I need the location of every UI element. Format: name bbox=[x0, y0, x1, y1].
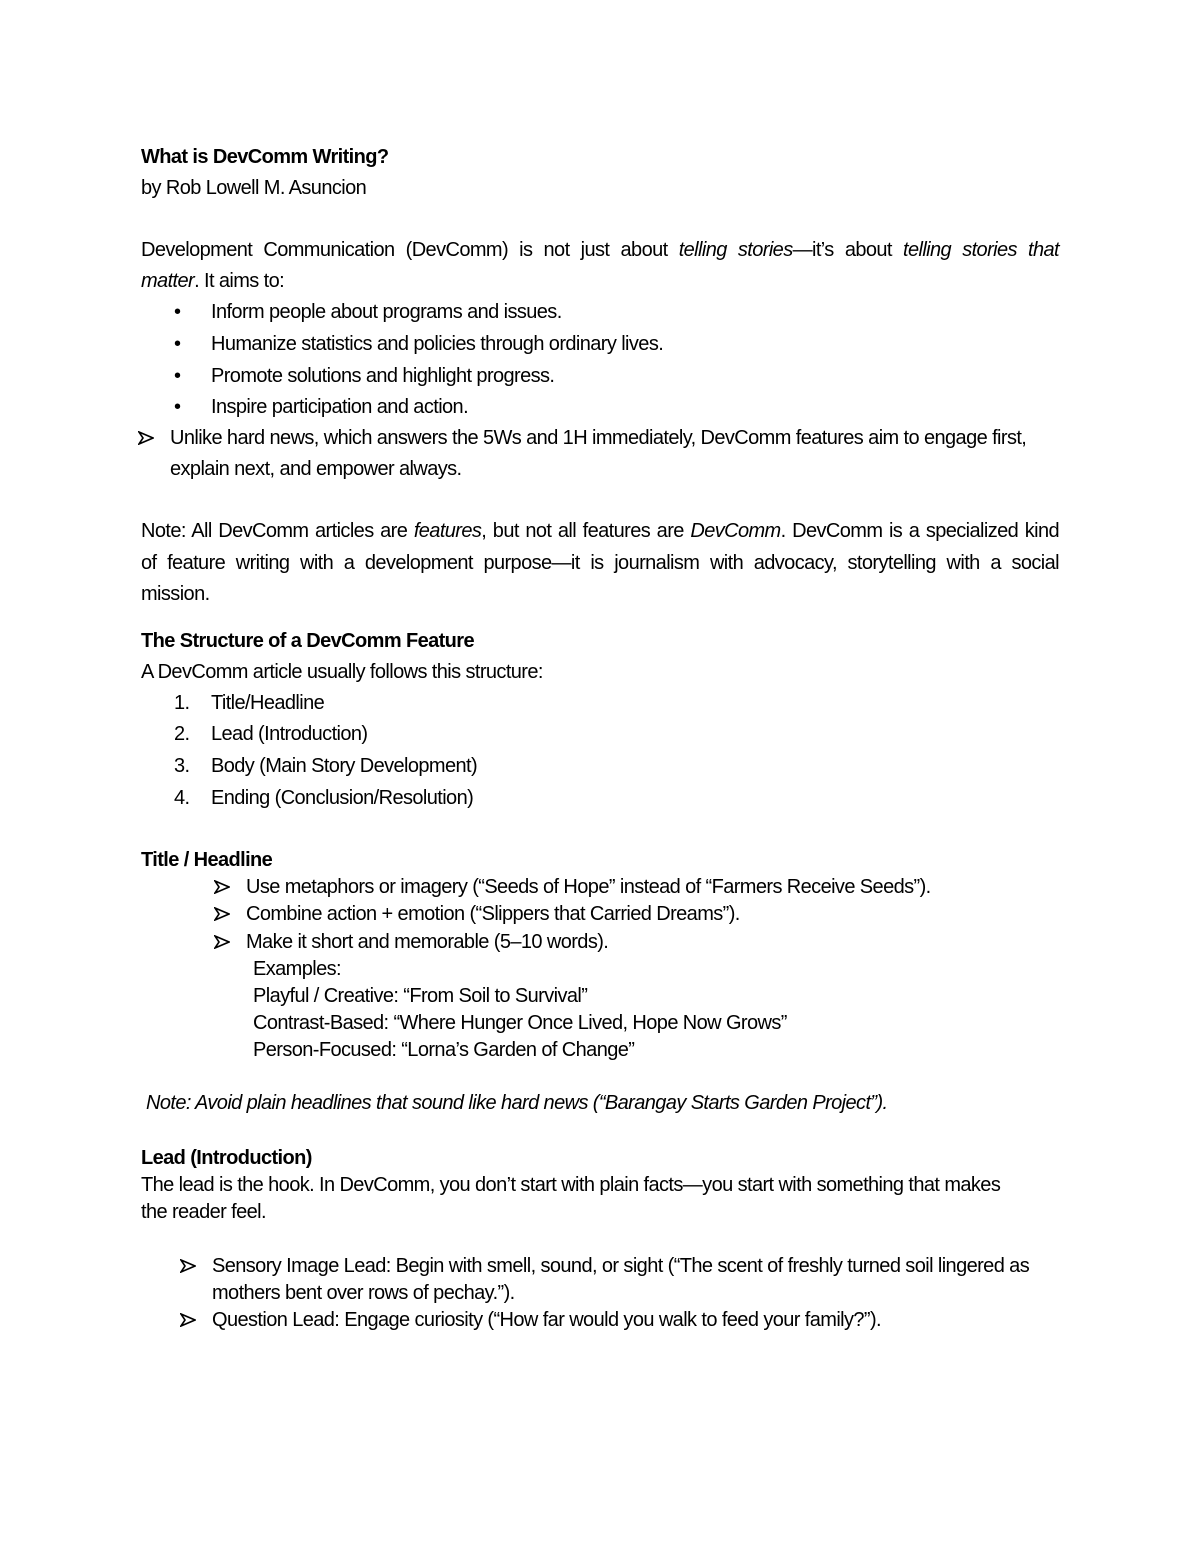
lead-type-line-1: Sensory Image Lead: Begin with smell, sound, or sight (“The scent of freshly turned soil lingered as bbox=[212, 1255, 1030, 1277]
examples-label: Examples: bbox=[253, 958, 341, 980]
headline-tip: Make it short and memorable (5–10 words). bbox=[246, 931, 609, 953]
aim-item: Inspire participation and action. bbox=[211, 396, 469, 418]
structure-item: Body (Main Story Development) bbox=[211, 755, 478, 777]
bullet-dot-icon: • bbox=[174, 333, 181, 355]
headline-example: Contrast-Based: “Where Hunger Once Lived, Hope Now Grows” bbox=[253, 1012, 787, 1034]
note-text: Note: All DevComm articles are bbox=[141, 520, 414, 542]
arrow-bullet-icon bbox=[214, 907, 230, 921]
note-emphasis: DevComm bbox=[690, 520, 781, 542]
intro-line-1 bbox=[141, 238, 1059, 262]
headline-tip: Use metaphors or imagery (“Seeds of Hope” instead of “Farmers Receive Seeds”). bbox=[246, 876, 931, 898]
arrow-bullet-icon bbox=[214, 935, 230, 949]
bullet-dot-icon: • bbox=[174, 365, 181, 387]
structure-item: Ending (Conclusion/Resolution) bbox=[211, 787, 474, 809]
note-line-2: of feature writing with a development purpose—it is journalism with advocacy, storytelling with a social bbox=[141, 552, 1059, 574]
arrow-bullet-icon bbox=[180, 1313, 196, 1327]
lead-heading: Lead (Introduction) bbox=[141, 1147, 312, 1169]
headline-example: Person-Focused: “Lorna’s Garden of Change” bbox=[253, 1039, 635, 1061]
arrow-bullet-icon bbox=[180, 1259, 196, 1273]
headline-example: Playful / Creative: “From Soil to Survival” bbox=[253, 985, 588, 1007]
list-number: 3. bbox=[174, 755, 190, 777]
structure-heading: The Structure of a DevComm Feature bbox=[141, 630, 475, 652]
lead-type-line-2: mothers bent over rows of pechay.”). bbox=[212, 1282, 515, 1304]
intro-emphasis: telling stories bbox=[678, 239, 793, 261]
bullet-dot-icon: • bbox=[174, 396, 181, 418]
headline-tip: Combine action + emotion (“Slippers that Carried Dreams”). bbox=[246, 903, 740, 925]
note-text: . DevComm is a specialized kind bbox=[780, 520, 1060, 542]
list-number: 4. bbox=[174, 787, 190, 809]
intro-text: . It aims to: bbox=[194, 270, 285, 292]
headline-heading: Title / Headline bbox=[141, 849, 273, 871]
aim-item: Promote solutions and highlight progress. bbox=[211, 365, 555, 387]
note-line-1 bbox=[141, 519, 1059, 543]
arrow-bullet-icon bbox=[138, 431, 154, 445]
headline-note: Note: Avoid plain headlines that sound like hard news (“Barangay Starts Garden Project”). bbox=[146, 1092, 888, 1114]
unlike-line-2: explain next, and empower always. bbox=[170, 458, 462, 480]
lead-paragraph-line-2: the reader feel. bbox=[141, 1201, 266, 1223]
aim-item: Humanize statistics and policies through ordinary lives. bbox=[211, 333, 664, 355]
intro-text: —it’s about bbox=[792, 239, 904, 261]
intro-text: Development Communication (DevComm) is not just about bbox=[141, 239, 679, 261]
structure-item: Title/Headline bbox=[211, 692, 325, 714]
intro-emphasis: telling stories that bbox=[903, 239, 1059, 261]
byline: by Rob Lowell M. Asuncion bbox=[141, 177, 367, 199]
arrow-bullet-icon bbox=[214, 880, 230, 894]
list-number: 1. bbox=[174, 692, 190, 714]
structure-intro: A DevComm article usually follows this structure: bbox=[141, 661, 543, 683]
aim-item: Inform people about programs and issues. bbox=[211, 301, 562, 323]
note-emphasis: features bbox=[413, 520, 482, 542]
document-title: What is DevComm Writing? bbox=[141, 146, 389, 168]
intro-emphasis: matter bbox=[141, 270, 195, 292]
intro-line-2 bbox=[141, 269, 284, 293]
note-text: , but not all features are bbox=[481, 520, 691, 542]
lead-paragraph-line-1: The lead is the hook. In DevComm, you don’t start with plain facts—you start with something that makes bbox=[141, 1174, 1001, 1196]
list-number: 2. bbox=[174, 723, 190, 745]
structure-item: Lead (Introduction) bbox=[211, 723, 368, 745]
note-line-3: mission. bbox=[141, 583, 210, 605]
lead-type-line-1: Question Lead: Engage curiosity (“How far would you walk to feed your family?”). bbox=[212, 1309, 882, 1331]
unlike-line-1: Unlike hard news, which answers the 5Ws and 1H immediately, DevComm features aim to engage first, bbox=[170, 427, 1027, 449]
bullet-dot-icon: • bbox=[174, 301, 181, 323]
